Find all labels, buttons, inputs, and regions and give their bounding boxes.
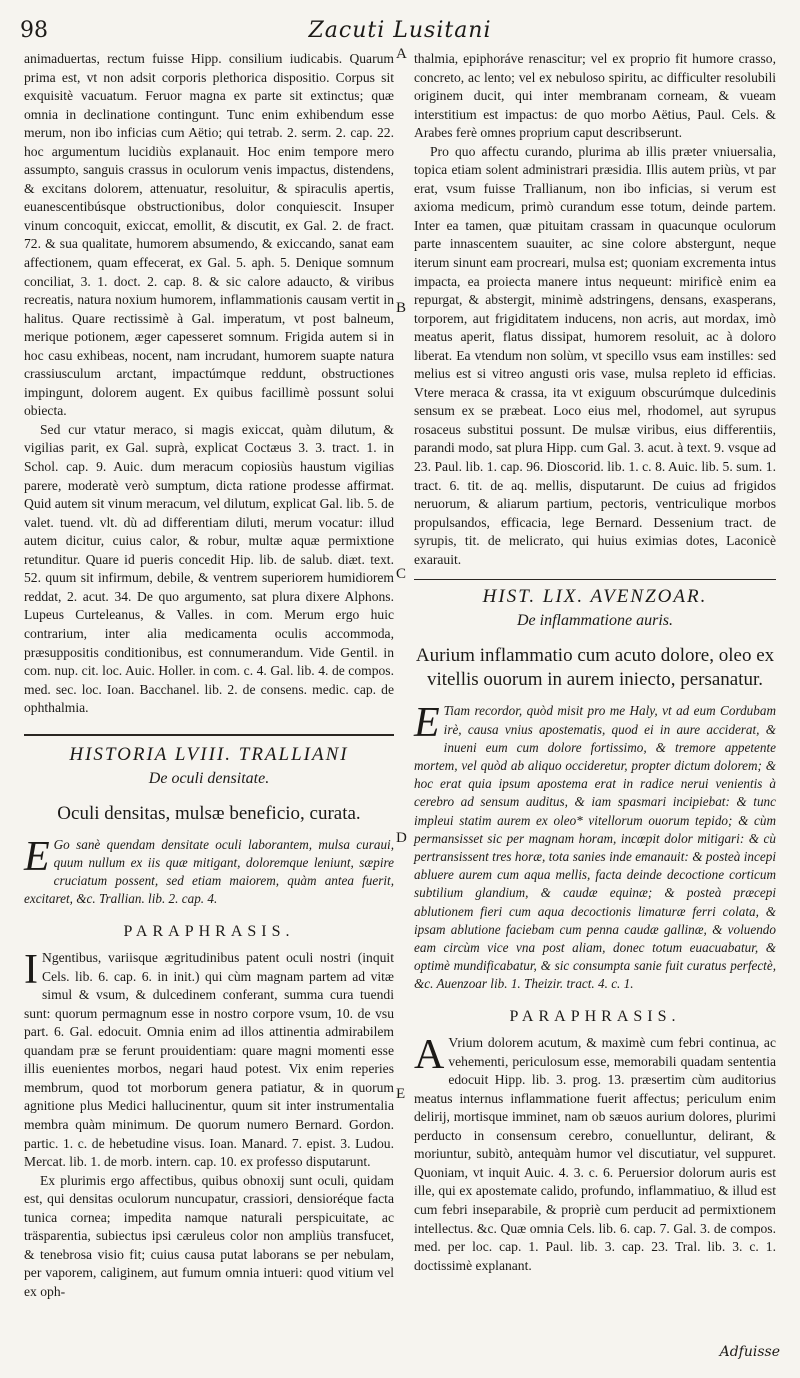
drop-cap: E — [24, 833, 50, 880]
drop-cap: E — [414, 700, 440, 747]
history-quote-text: Tiam recordor, quòd misit pro me Haly, vt ad eum Cordubam irè, causa vnius apostematis, quod ei in aure acciderat, & inueni eum cum dolore fortissimo, & tremore appetente mortem, vel quòd ab aliquo occideretur, propter dictum dolorem; & hoc erat quia ipsum apostema erat in radice nerui venientis à cerebro ad sensum auditus, & iam spasmari incipiebat: & tunc impleui statim aurem ex oleo* vitellorum ouorum tepido; & cùm permansisset sic per magnam horam, incœpit dolor mitigari: & cù pertransissent tres horæ, tota sanies inde emanauit: & posteà incepi abluere aurem cum aqua mellis, facta deinde decoctione corticum subtilium glandium, & caudæ equinæ; & posteà præcepi ablutionem fieri cum aqua decoctionis limaturæ ferri colata, & ipsam ablutione faciebam cum penna caudæ gallinæ, & voluendo eam circùm vice vna post aliam, donec totum euacuabatur, & optimè mundificabatur, & sic consumpta sanie fuit curatus perfectè, &c. Auenzoar lib. 1. Theizir. tract. 4. c. 1. — [414, 703, 776, 992]
margin-letter-b: B — [396, 300, 407, 316]
body-paragraph: thalmia, epiphoráve renascitur; vel ex proprio fit humore crasso, concreto, ac lento; vel ex nebuloso spiritu, ac difficulter resolubili originem ducit, qui inter membranam corneam, & vueam interstitium est impactus: de quo morbo Aëtius, Paul. Cels. & Arabes ferè omnes proprium caput describserunt. — [414, 51, 776, 141]
paraphrasis-paragraph — [414, 1034, 776, 1275]
body-paragraph: Pro quo affectu curando, plurima ab illis præter vniuersalia, topica etiam solent administrari præsidia. Illis autem priùs, vt par erat, vsum fuisse Trallianum, non ibo inficias, si verum est axioma medicum, primò curandum esse totum, deinde partem. Inter ea tamen, quæ pituitam crassam in quacunque oculorum parte innascentem suauiter, ac sine colore abstergunt, neque iterum sinunt eam procreari, mulsa est; quoniam excrementa intus impacta, ea proiecta manere intus nequeunt: mirificè enim ea repurgat, & abstergit, minimè adstringens, densans, exasperans, torporem, aut frigiditatem inducens, non acris, aut mordax, imò meatus aperit, flatus dissipat, humorem resoluit, ac à doloro liberat. Ea vtendum non solùm, vt specillo vsus eam instilles: sed melius est si vitreo angusti oris vase, mulsa repleto id efficias. Vtere meraca & crassa, ita vt exiguum obscurúmque dulcedinis sensum ex se præbeat. Loco eius mel, rhodomel, aut syrupus rosaceus substitui possunt. De mulsæ viribus, eius differentiis, parandi modo, sat plura Hipp. cum Gal. 3. acut. à text. 9. vsque ad 23. Paul. lib. 1. cap. 96. Dioscorid. lib. 1. c. 8. Auic. lib. 5. sum. 1. tract. 6. tit. de aq. mellis, disputarunt. De cuius ad frigidos neruorum, & aliarum partium, pectoris, ventriculique morbos propulsandos, efficacia, lege Bernard. Dessenium tract. de syrupis, tit. de melicrato, qui huius eximias dotes, Laconicè exarauit. — [414, 143, 776, 567]
history-subtitle: De inflammatione auris. — [517, 612, 673, 630]
margin-letter-c: C — [396, 566, 407, 582]
history-subtitle: De oculi densitate. — [148, 769, 270, 787]
margin-letter-e: E — [396, 1086, 406, 1102]
page-number: 98 — [20, 18, 48, 43]
paraphrasis-text: Vrium dolorem acutum, & maximè cum febri continua, ac vehementi, periculosum esse, memorabili quadam sententia edocuit Hipp. lib. 3. prog. 13. præsertim cùm auditorius meatus internus inflammatione fuerit affectus; periculum enim delirij, mortisque imminet, nam ob sæuos aurium dolores, plurimi perducto in consensum cerebro, conuelluntur, delirant, & moriuntur, subitò, antequàm humor vel discutiatur, vel suppuret. Quoniam, vt inquit Auic. 4. 3. c. 6. Peruersior dolorum auris est ille, qui ex apostemate calido, profundo, inflammatiuo, & illud est cum febri inseparabile, & propriè cum perducit ad permixtionem intellectus. &c. Quæ omnia Cels. lib. 6. cap. 7. Gal. 3. de compos. med. per loc. cap. 1. Paul. lib. 3. cap. 23. Tral. lib. 3. c. 1. doctissimè explanant. — [414, 1035, 776, 1273]
running-head — [14, 14, 786, 48]
margin-letter-a: A — [396, 46, 407, 62]
body-paragraph: animaduertas, rectum fuisse Hipp. consilium iudicabis. Quarum prima est, vt non adsit corporis plethorica dispositio. Corpus sit exquisitè vacuatum. Feruor magna ex parte sit extinctus; quæ omnia in declinatione contingunt. Tunc enim exhibendum esse merum, non ibo inficias cum Aëtio; qui tetrab. 2. serm. 2. cap. 22. hoc argumentum lucidiùs explanauit. Hoc enim tempore mero assumpto, sanguis crassus in oculorum venis impactus, distendens, & excitans dolorem, attenuatur, resoluitur, & spiraculis apertis, euanescentibúsque obstructionibus, dolor conquiescit. Insuper vinum concoquit, exiccat, emollit, & discutit, ex Gal. 2. de fract. 72. & sua qualitate, humorem absumendo, & exiccando, sanat eam affectionem, quam effecerat, ex Gal. 5. aph. 5. Denique somnum conciliat, 3. 1. doct. 2. cap. 8. & sic calore adaucto, & viribus recreatis, natura noxium humorem, inflammationis causam vertit in halitus. Quare rectissimè à Gal. imperatum, vt post balneum, merique potionem, æger capesseret somnum. Frigida autem si in hoc casu exhibeas, nocent, nam incrudant, humorem suapte natura crassiusculum arctant, impactúmque reddunt, obstructiones impingunt, dolorem augent. Ex quibus facillimè possunt solui obiecta. — [24, 51, 394, 419]
left-column — [24, 50, 394, 1301]
history-summary: Oculi densitas, mulsæ beneficio, curata. — [57, 802, 361, 824]
paraphrasis-paragraph — [24, 949, 394, 1172]
paraphrasis-heading: PARAPHRASIS. — [123, 922, 295, 940]
section-rule — [24, 734, 394, 736]
history-quote — [24, 833, 394, 909]
margin-letter-d: D — [396, 830, 407, 846]
history-quote — [414, 702, 776, 993]
history-summary: Aurium inflammatio cum acuto dolore, oleo ex vitellis ouorum in aurem iniecto, persanatur. — [415, 645, 775, 691]
drop-cap: A — [414, 1032, 445, 1079]
catchword: Adfuisse — [719, 1344, 780, 1360]
paraphrasis-text: Ngentibus, variisque ægritudinibus patent oculi nostri (inquit Cels. lib. 6. cap. 6. in init.) qui cùm magnam partem ad vitæ simul & vsum, & dulcedinem conferant, summa cura tuendi sunt: quorum permagnum esse in nostro corpore vsum, 10. de vsu part. 6. Gal. edocuit. Omnia enim ad illos attinentia admirabilem quandam præ se ferunt prouidentiam: quare magni momenti esse illis euenientes morbos, negari haud potest. Vix enim reperies membrum, quod tot morborum genera patiatur, & in quorum agnitione plus Medici hallucinentur, quum sit inter instrumentalia membra quàm minimum. De quorum numero Bernard. Gordon. partic. 1. c. de hebetudine visus. Ioan. Manard. 7. epist. 3. Ludou. Mercat. lib. 1. de morb. intern. cap. 10. ex professo disputarunt. — [24, 950, 394, 1170]
running-title: Zacuti Lusitani — [308, 18, 492, 43]
paraphrasis-paragraph: Ex plurimis ergo affectibus, quibus obnoxij sunt oculi, quidam est, qui densitas oculorum nuncupatur, crassiori, densioréque facta tunica cornea; impedita namque naturali perspicuitate, ac träsparentia, subiectus ipsi cæruleus color non ampliùs transfucet, & tenebrosa visio fit; cuius causa putat laborans se per nebulam, per vaporem, caliginem, aut fumum omnia intueri: quod vitium vel ex oph- — [24, 1172, 394, 1299]
drop-cap: I — [24, 947, 38, 994]
body-paragraph: Sed cur vtatur meraco, si magis exiccat, quàm dilutum, & vigilias parit, ex Gal. suprà, explicat Coctæus 3. 3. tract. 1. in Schol. cap. 9. Auic. dum meracum copiosiùs haustum vigilias parere, moderatè verò sumptum, dicta ratione prodesse affirmat. Quid autem sit vinum meracum, vel dilutum, explicat Gal. lib. 5. de valet. tuend. vlt. dù ad differentiam diluti, merum vocatur: illud autem dicitur, cuius calor, & robur, multæ aquæ permixtione retunditur. Quare id pueris concedit Hip. lib. de salub. diæt. text. 52. quum sit infirmum, debile, & ventrem superiorem humidiorem reddat, 2. acut. 34. De quo argumento, sat plura dixere Alphons. Lupeus Curteleanus, & Valles. in com. Merum ergo huic contrarium, inter alia medicamenta oculis accommoda, præsuppositis conditionibus, est connumerandum. Vide Gentil. in com. nup. cit. loc. Auic. Holler. in com. c. 4. Gal. lib. 4. de compos. med. sec. loc. Ioan. Bacchanel. lib. 2. de consens. medic. cap. de ophthalmia. — [24, 421, 394, 716]
history-title: HIST. LIX. AVENZOAR. — [482, 586, 708, 608]
history-quote-text: Go sanè quendam densitate oculi laborantem, mulsa curaui, quum nullum ex iis quæ mitigant, doloremque leniunt, sæpire cruciatum possent, sed etiam maiorem, quàm antea fuerit, excitaret, &c. Trallian. lib. 2. cap. 4. — [24, 836, 394, 907]
right-column — [414, 50, 776, 1275]
paraphrasis-heading: PARAPHRASIS. — [509, 1007, 681, 1025]
history-title: HISTORIA LVIII. TRALLIANI — [69, 743, 349, 765]
section-rule — [414, 579, 776, 580]
